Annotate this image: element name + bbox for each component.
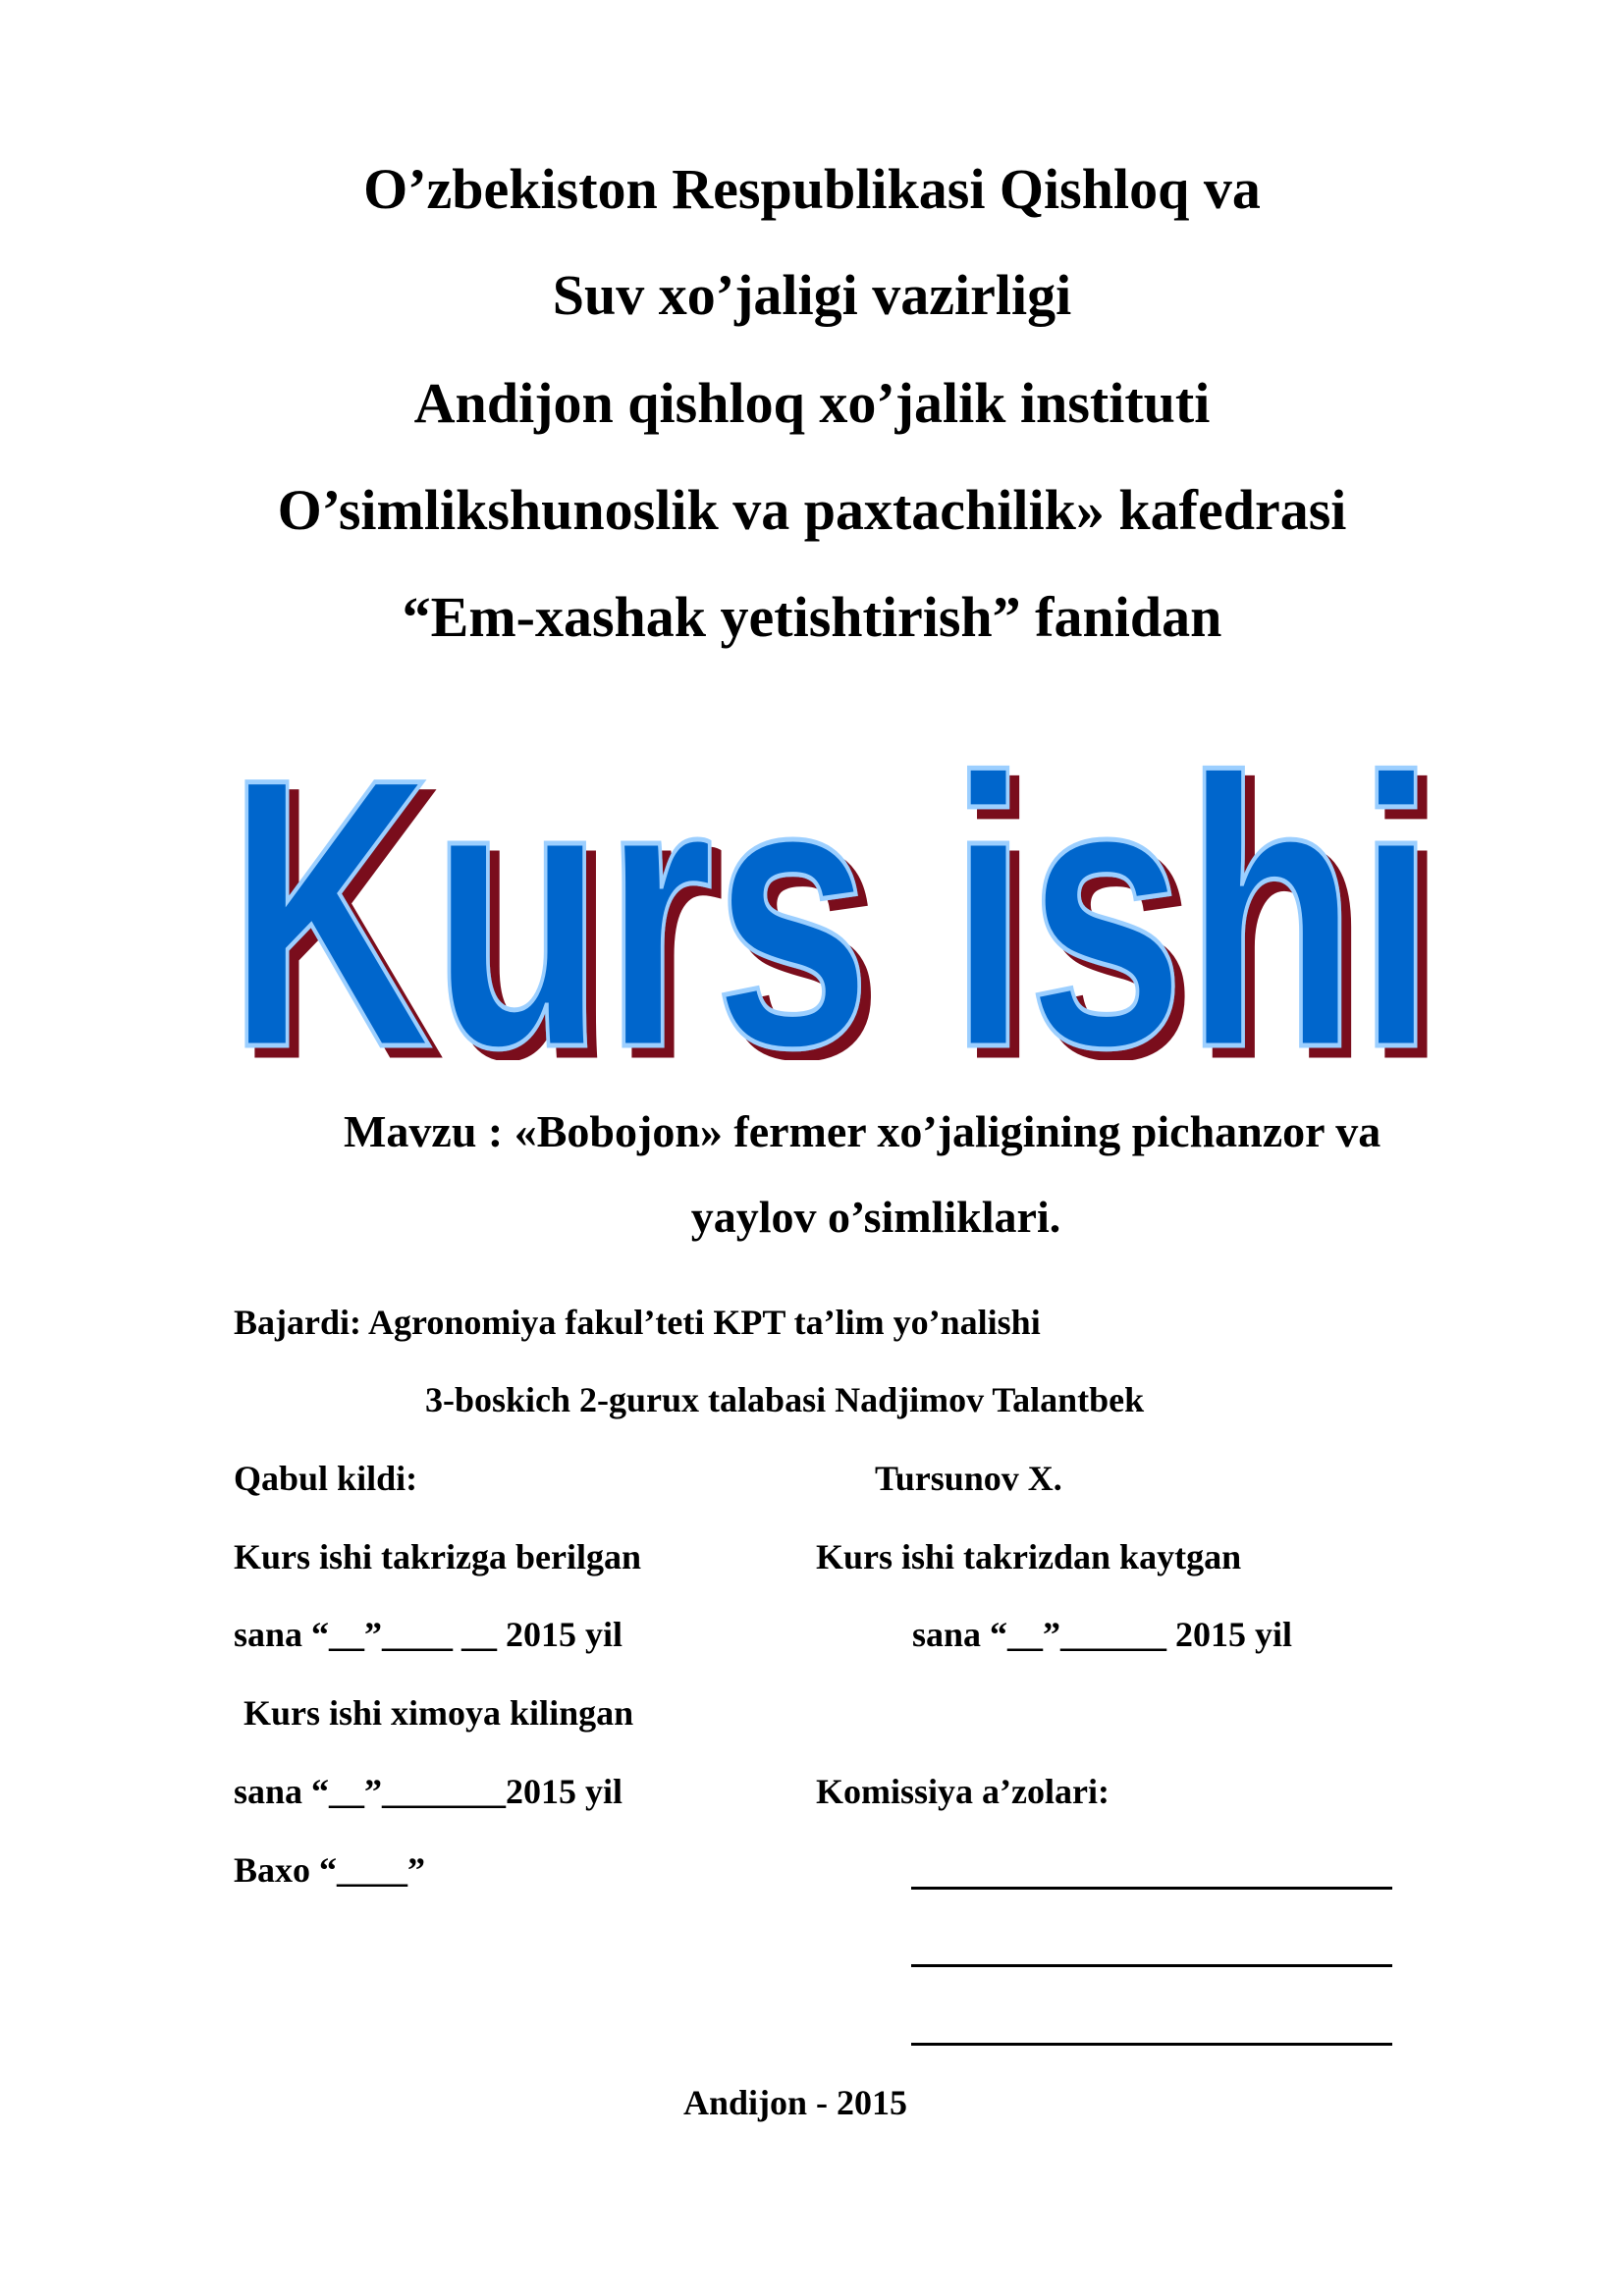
ministry-line-2: Suv xo’jaligi vazirligi bbox=[552, 263, 1072, 327]
title-text: Kurs ishi bbox=[228, 736, 1435, 1060]
kurs-ishi-wordart-title bbox=[218, 736, 1445, 1060]
commission-signature-line-2 bbox=[911, 1964, 1392, 1967]
institute-name: Andijon qishloq xo’jalik instituti bbox=[413, 371, 1211, 435]
commission-signature-line-1 bbox=[911, 1887, 1392, 1890]
topic-line-1: Mavzu : «Bobojon» fermer xo’jaligining pichanzor va bbox=[344, 1106, 1381, 1156]
subject-course-name: “Em-xashak yetishtirish” fanidan bbox=[402, 585, 1222, 649]
review-returned-label: Kurs ishi takrizdan kaytgan bbox=[816, 1537, 1242, 1576]
review-returned-date: sana “__”______ 2015 yil bbox=[912, 1615, 1293, 1654]
defense-label: Kurs ishi ximoya kilingan bbox=[244, 1693, 634, 1733]
performed-by-line-1: Bajardi: Agronomiya fakul’teti KPT ta’lim yo’nalishi bbox=[234, 1303, 1041, 1342]
grade-label: Baxo “____” bbox=[234, 1850, 426, 1890]
review-submitted-label: Kurs ishi takrizga berilgan bbox=[234, 1537, 642, 1576]
defense-date: sana “__”_______2015 yil bbox=[234, 1772, 623, 1811]
accepted-by-label: Qabul kildi: bbox=[234, 1459, 418, 1498]
accepted-by-name: Tursunov X. bbox=[875, 1459, 1062, 1498]
commission-members-label: Komissiya a’zolari: bbox=[816, 1772, 1110, 1811]
ministry-line-1: O’zbekiston Respublikasi Qishloq va bbox=[363, 157, 1261, 221]
review-submitted-date: sana “__”____ __ 2015 yil bbox=[234, 1615, 623, 1654]
commission-signature-line-3 bbox=[911, 2043, 1392, 2046]
performed-by-line-2: 3-boskich 2-gurux talabasi Nadjimov Talantbek bbox=[425, 1380, 1145, 1419]
department-name: O’simlikshunoslik va paxtachilik» kafedrasi bbox=[277, 478, 1347, 542]
city-year: Andijon - 2015 bbox=[682, 2083, 908, 2122]
topic-line-2: yaylov o’simliklari. bbox=[690, 1192, 1061, 1242]
